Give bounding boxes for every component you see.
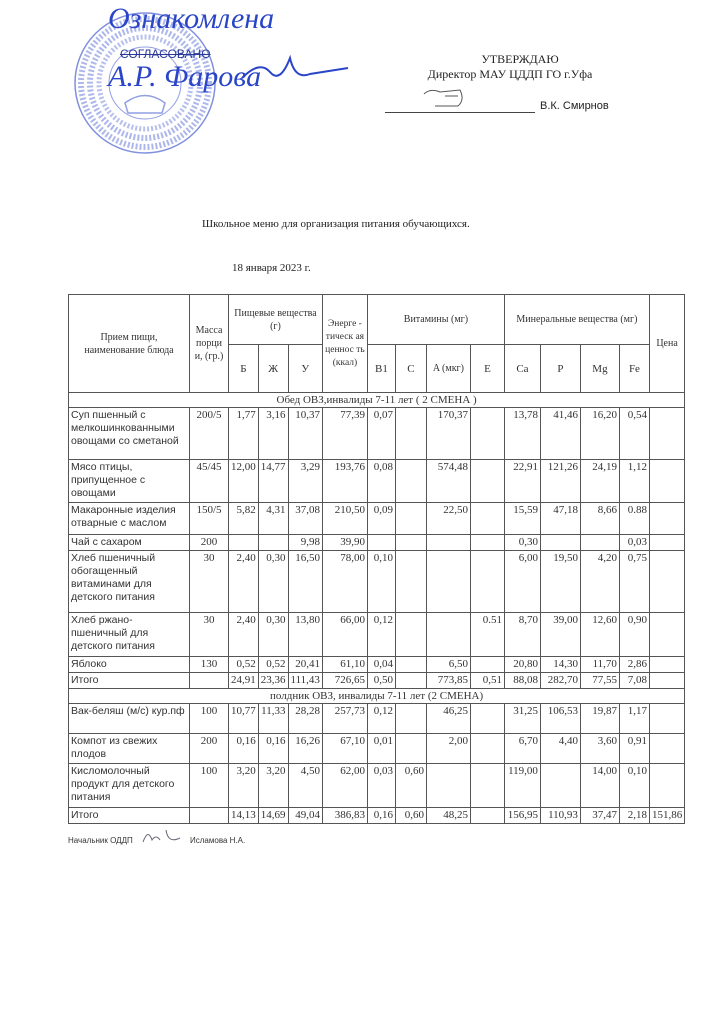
cell-fat: 3,16 — [258, 408, 288, 460]
cell-energy: 193,76 — [322, 460, 367, 503]
dish-name: Мясо птицы, припущенное с овощами — [69, 460, 190, 503]
cell-fat: 0,30 — [258, 551, 288, 613]
cell-p: 4,40 — [540, 734, 580, 764]
cell-mg: 77,55 — [580, 673, 619, 689]
cell-protein: 0,16 — [229, 734, 259, 764]
cell-vit-e — [470, 734, 504, 764]
cell-vit-a: 574,48 — [426, 460, 470, 503]
cell-fe: 0,75 — [619, 551, 649, 613]
cell-energy: 386,83 — [322, 808, 367, 824]
cell-price — [649, 673, 684, 689]
cell-vit-b1: 0,16 — [367, 808, 395, 824]
cell-p: 282,70 — [540, 673, 580, 689]
header-zh: Ж — [258, 345, 288, 393]
cell-vit-c: 0,60 — [395, 808, 426, 824]
cell-carbs: 28,28 — [288, 704, 322, 734]
dish-row — [69, 551, 685, 613]
menu-table-body — [69, 393, 685, 824]
header-e: E — [470, 345, 504, 393]
header-mg: Mg — [580, 345, 619, 393]
cell-vit-c — [395, 460, 426, 503]
cell-fe: 0,03 — [619, 535, 649, 551]
cell-fe: 0,90 — [619, 613, 649, 657]
cell-price — [649, 657, 684, 673]
cell-p — [540, 764, 580, 808]
cell-ca: 88,08 — [504, 673, 540, 689]
cell-vit-b1: 0,07 — [367, 408, 395, 460]
approval-position: Директор МАУ ЦДДП ГО г.Уфа — [427, 67, 593, 81]
director-signature-icon — [420, 82, 480, 112]
dish-name: Компот из свежих плодов — [69, 734, 190, 764]
approval-title: УТВЕРЖДАЮ — [481, 52, 559, 66]
cell-vit-e — [470, 551, 504, 613]
dish-row — [69, 535, 685, 551]
header-price: Цена — [649, 295, 684, 393]
dish-row — [69, 460, 685, 503]
agreed-label: СОГЛАСОВАНО — [120, 47, 211, 61]
cell-carbs: 16,26 — [288, 734, 322, 764]
cell-vit-c — [395, 535, 426, 551]
cell-vit-c — [395, 551, 426, 613]
cell-carbs: 37,08 — [288, 503, 322, 535]
cell-mass: 130 — [190, 657, 229, 673]
cell-price — [649, 503, 684, 535]
cell-p: 14,30 — [540, 657, 580, 673]
cell-carbs: 20,41 — [288, 657, 322, 673]
cell-p: 110,93 — [540, 808, 580, 824]
cell-ca: 31,25 — [504, 704, 540, 734]
cell-carbs: 4,50 — [288, 764, 322, 808]
document-title: Школьное меню для организация питания обучающихся. — [202, 218, 470, 230]
cell-protein: 2,40 — [229, 613, 259, 657]
cell-vit-c — [395, 408, 426, 460]
footer-name: Исламова Н.А. — [190, 836, 246, 845]
cell-vit-a: 773,85 — [426, 673, 470, 689]
cell-vit-a: 6,50 — [426, 657, 470, 673]
cell-protein: 14,13 — [229, 808, 259, 824]
dish-row — [69, 734, 685, 764]
cell-mg — [580, 535, 619, 551]
cell-mass: 200 — [190, 734, 229, 764]
header-energy: Энерге - тическ ая ценнос ть (ккал) — [322, 295, 367, 393]
signature-handwriting-bottom: А.Р. Фарова — [108, 60, 262, 93]
cell-carbs: 10,37 — [288, 408, 322, 460]
cell-mg: 14,00 — [580, 764, 619, 808]
cell-protein: 5,82 — [229, 503, 259, 535]
cell-ca: 6,70 — [504, 734, 540, 764]
cell-fe: 0,91 — [619, 734, 649, 764]
cell-fe: 1,12 — [619, 460, 649, 503]
section-title: полдник ОВЗ, инвалиды 7-11 лет (2 СМЕНА) — [69, 689, 685, 704]
signature-scribble-icon — [240, 50, 350, 90]
cell-fat: 0,30 — [258, 613, 288, 657]
dish-row — [69, 408, 685, 460]
dish-row — [69, 704, 685, 734]
dish-name: Хлеб пшеничный обогащенный витаминами для детского питания — [69, 551, 190, 613]
cell-energy: 67,10 — [322, 734, 367, 764]
cell-vit-a: 46,25 — [426, 704, 470, 734]
cell-mass — [190, 808, 229, 824]
cell-p: 106,53 — [540, 704, 580, 734]
cell-fat: 14,77 — [258, 460, 288, 503]
cell-mg: 8,66 — [580, 503, 619, 535]
cell-energy: 39,90 — [322, 535, 367, 551]
cell-ca: 156,95 — [504, 808, 540, 824]
section-title: Обед ОВЗ,инвалиды 7-11 лет ( 2 СМЕНА ) — [69, 393, 685, 408]
cell-mg: 37,47 — [580, 808, 619, 824]
dish-row — [69, 613, 685, 657]
header-b: Б — [229, 345, 259, 393]
cell-vit-a — [426, 613, 470, 657]
dish-name: Макаронные изделия отварные с маслом — [69, 503, 190, 535]
cell-protein: 12,00 — [229, 460, 259, 503]
cell-fat: 0,52 — [258, 657, 288, 673]
cell-mg: 4,20 — [580, 551, 619, 613]
section-header-row — [69, 689, 685, 704]
cell-price: 151,86 — [649, 808, 684, 824]
cell-price — [649, 734, 684, 764]
cell-mg: 3,60 — [580, 734, 619, 764]
cell-vit-e — [470, 704, 504, 734]
cell-vit-e: 0.51 — [470, 613, 504, 657]
header-p: P — [540, 345, 580, 393]
cell-vit-c — [395, 704, 426, 734]
document-date: 18 января 2023 г. — [232, 262, 311, 274]
dish-name: Итого — [69, 808, 190, 824]
cell-mg: 11,70 — [580, 657, 619, 673]
cell-vit-e — [470, 408, 504, 460]
cell-vit-e — [470, 764, 504, 808]
dish-name: Суп пшенный с мелкошинкованными овощами со сметаной — [69, 408, 190, 460]
cell-fe: 7,08 — [619, 673, 649, 689]
dish-row — [69, 657, 685, 673]
cell-vit-a — [426, 764, 470, 808]
cell-p: 41,46 — [540, 408, 580, 460]
cell-energy: 257,73 — [322, 704, 367, 734]
cell-ca: 0,30 — [504, 535, 540, 551]
cell-vit-e: 0,51 — [470, 673, 504, 689]
cell-carbs: 111,43 — [288, 673, 322, 689]
dish-name: Хлеб ржано-пшеничный для детского питания — [69, 613, 190, 657]
cell-vit-a: 2,00 — [426, 734, 470, 764]
cell-ca: 15,59 — [504, 503, 540, 535]
header-b1: B1 — [367, 345, 395, 393]
cell-protein: 1,77 — [229, 408, 259, 460]
cell-p: 19,50 — [540, 551, 580, 613]
cell-energy: 77,39 — [322, 408, 367, 460]
cell-vit-a — [426, 551, 470, 613]
cell-vit-c — [395, 657, 426, 673]
header-c: C — [395, 345, 426, 393]
cell-carbs: 16,50 — [288, 551, 322, 613]
cell-fe: 0.88 — [619, 503, 649, 535]
cell-ca: 6,00 — [504, 551, 540, 613]
cell-price — [649, 408, 684, 460]
cell-vit-b1: 0,01 — [367, 734, 395, 764]
cell-energy: 62,00 — [322, 764, 367, 808]
cell-vit-e — [470, 503, 504, 535]
cell-vit-e — [470, 460, 504, 503]
cell-vit-a: 48,25 — [426, 808, 470, 824]
footer-position: Начальник ОДДП — [68, 836, 133, 845]
cell-fat: 14,69 — [258, 808, 288, 824]
cell-vit-b1: 0,10 — [367, 551, 395, 613]
cell-vit-b1: 0,12 — [367, 704, 395, 734]
approval-name: В.К. Смирнов — [540, 100, 609, 112]
cell-mass — [190, 673, 229, 689]
cell-vit-c — [395, 673, 426, 689]
cell-fat: 23,36 — [258, 673, 288, 689]
cell-price — [649, 704, 684, 734]
header-ca: Ca — [504, 345, 540, 393]
cell-mg: 12,60 — [580, 613, 619, 657]
cell-vit-b1: 0,08 — [367, 460, 395, 503]
cell-p: 39,00 — [540, 613, 580, 657]
cell-protein: 0,52 — [229, 657, 259, 673]
cell-vit-c — [395, 734, 426, 764]
signature-handwriting-top: Ознакомлена — [108, 2, 275, 35]
cell-vit-b1: 0,50 — [367, 673, 395, 689]
cell-vit-c: 0,60 — [395, 764, 426, 808]
header-mass: Масса порци и, (гр.) — [190, 295, 229, 393]
cell-vit-a: 170,37 — [426, 408, 470, 460]
cell-protein: 2,40 — [229, 551, 259, 613]
total-row — [69, 808, 685, 824]
cell-protein — [229, 535, 259, 551]
cell-protein: 24,91 — [229, 673, 259, 689]
dish-name: Итого — [69, 673, 190, 689]
cell-fe: 1,17 — [619, 704, 649, 734]
cell-mass: 30 — [190, 613, 229, 657]
cell-ca: 20,80 — [504, 657, 540, 673]
cell-vit-a — [426, 535, 470, 551]
cell-energy: 726,65 — [322, 673, 367, 689]
cell-vit-b1: 0,04 — [367, 657, 395, 673]
cell-mass: 30 — [190, 551, 229, 613]
cell-vit-b1: 0,09 — [367, 503, 395, 535]
cell-fe: 2,18 — [619, 808, 649, 824]
cell-vit-b1: 0,12 — [367, 613, 395, 657]
cell-price — [649, 460, 684, 503]
dish-name: Яблоко — [69, 657, 190, 673]
cell-ca: 119,00 — [504, 764, 540, 808]
cell-mg: 16,20 — [580, 408, 619, 460]
header-meal: Прием пищи, наименование блюда — [69, 295, 190, 393]
cell-vit-a: 22,50 — [426, 503, 470, 535]
cell-p: 121,26 — [540, 460, 580, 503]
dish-name: Чай с сахаром — [69, 535, 190, 551]
cell-vit-e — [470, 808, 504, 824]
cell-mass: 150/5 — [190, 503, 229, 535]
cell-price — [649, 613, 684, 657]
cell-fe: 2,86 — [619, 657, 649, 673]
cell-energy: 78,00 — [322, 551, 367, 613]
header-nutrients: Пищевые вещества (г) — [229, 295, 323, 345]
dish-name: Кисломолочный продукт для детского питания — [69, 764, 190, 808]
cell-energy: 210,50 — [322, 503, 367, 535]
cell-vit-e — [470, 535, 504, 551]
header-fe: Fe — [619, 345, 649, 393]
cell-vit-b1: 0,03 — [367, 764, 395, 808]
cell-vit-c — [395, 613, 426, 657]
cell-vit-c — [395, 503, 426, 535]
cell-carbs: 49,04 — [288, 808, 322, 824]
section-header-row — [69, 393, 685, 408]
cell-protein: 10,77 — [229, 704, 259, 734]
cell-fe: 0,54 — [619, 408, 649, 460]
cell-price — [649, 535, 684, 551]
cell-ca: 8,70 — [504, 613, 540, 657]
cell-mass: 100 — [190, 764, 229, 808]
cell-mg: 24,19 — [580, 460, 619, 503]
dish-row — [69, 503, 685, 535]
menu-table — [68, 294, 685, 824]
cell-fat: 0,16 — [258, 734, 288, 764]
cell-energy: 66,00 — [322, 613, 367, 657]
cell-carbs: 3,29 — [288, 460, 322, 503]
dish-row — [69, 764, 685, 808]
cell-fat: 3,20 — [258, 764, 288, 808]
cell-energy: 61,10 — [322, 657, 367, 673]
cell-mass: 45/45 — [190, 460, 229, 503]
cell-mg: 19,87 — [580, 704, 619, 734]
cell-carbs: 9,98 — [288, 535, 322, 551]
cell-ca: 13,78 — [504, 408, 540, 460]
cell-fat: 11,33 — [258, 704, 288, 734]
header-minerals: Минеральные вещества (мг) — [504, 295, 649, 345]
cell-mass: 200 — [190, 535, 229, 551]
signature-line — [385, 112, 535, 113]
total-row — [69, 673, 685, 689]
cell-p — [540, 535, 580, 551]
cell-carbs: 13,80 — [288, 613, 322, 657]
cell-vit-e — [470, 657, 504, 673]
dish-name: Вак-беляш (м/с) кур.пф — [69, 704, 190, 734]
cell-mass: 200/5 — [190, 408, 229, 460]
cell-fat — [258, 535, 288, 551]
cell-fe: 0,10 — [619, 764, 649, 808]
cell-vit-b1 — [367, 535, 395, 551]
cell-price — [649, 764, 684, 808]
cell-protein: 3,20 — [229, 764, 259, 808]
cell-mass: 100 — [190, 704, 229, 734]
header-u: У — [288, 345, 322, 393]
cell-fat: 4,31 — [258, 503, 288, 535]
cell-ca: 22,91 — [504, 460, 540, 503]
cell-price — [649, 551, 684, 613]
header-vitamins: Витамины (мг) — [367, 295, 504, 345]
footer-signature-icon — [140, 826, 185, 848]
header-a: A (мкг) — [426, 345, 470, 393]
cell-p: 47,18 — [540, 503, 580, 535]
